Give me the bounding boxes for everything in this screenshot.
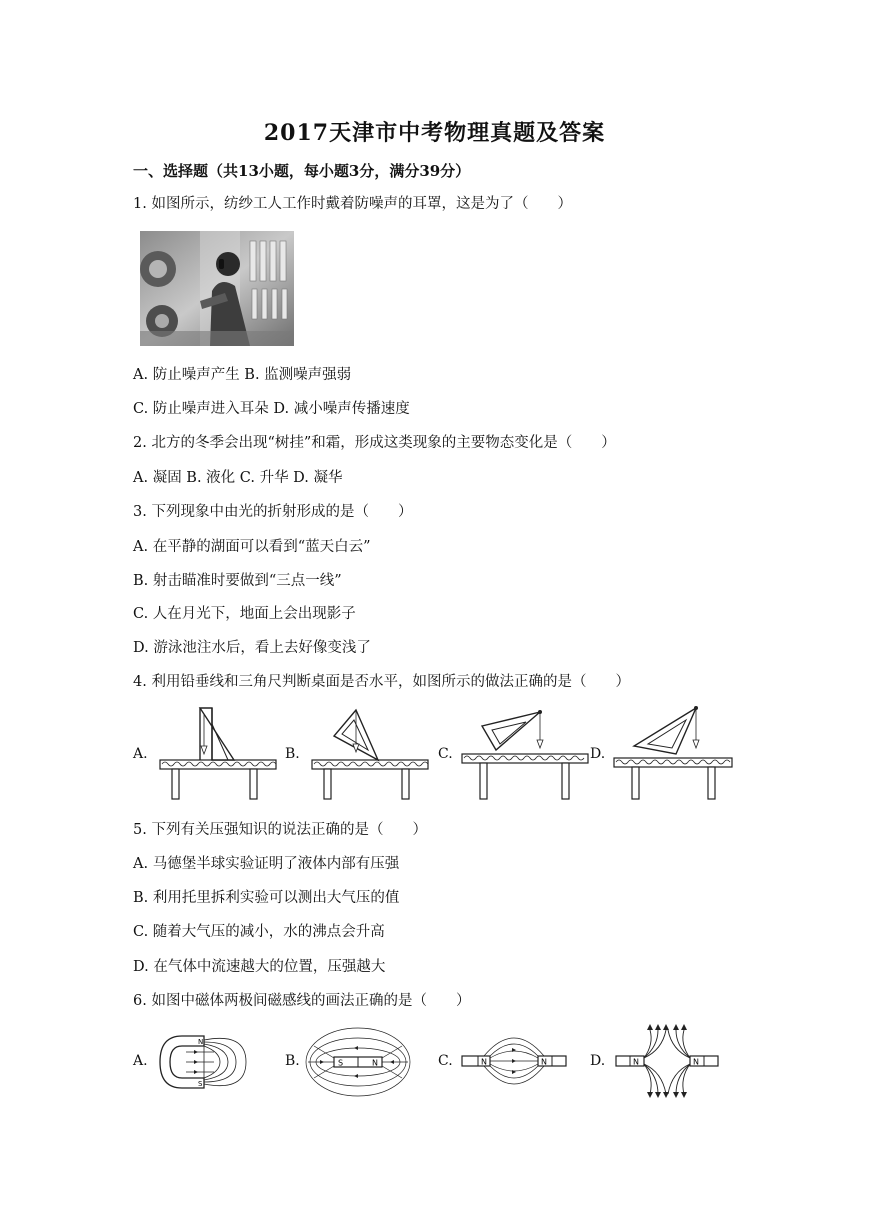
q4-figure-c	[460, 704, 590, 800]
q4-figure-d	[612, 704, 734, 800]
q5-option-d: D. 在气体中流速越大的位置，压强越大	[133, 959, 386, 975]
q3-option-b: B. 射击瞄准时要做到“三点一线”	[133, 573, 342, 589]
q2-options: A. 凝固 B. 液化 C. 升华 D. 凝华	[133, 470, 343, 486]
q6-c-pole-n-left: N	[481, 1057, 487, 1067]
q6-label-d: D.	[590, 1053, 606, 1069]
q4-stem: 4. 利用铅垂线和三角尺判断桌面是否水平，如图所示的做法正确的是（ ）	[133, 674, 630, 690]
q3-option-a: A. 在平静的湖面可以看到“蓝天白云”	[133, 539, 371, 555]
q1-options-cd: C. 防止噪声进入耳朵 D. 减小噪声传播速度	[133, 401, 410, 417]
q6-label-c: C.	[438, 1053, 453, 1069]
q6-label-a: A.	[133, 1053, 148, 1069]
q5-option-a: A. 马德堡半球实验证明了液体内部有压强	[133, 856, 400, 872]
q1-options-ab: A. 防止噪声产生 B. 监测噪声强弱	[133, 367, 352, 383]
q6-b-pole-n: N	[372, 1058, 378, 1068]
q4-figure-b	[310, 704, 430, 800]
q3-option-c: C. 人在月光下，地面上会出现影子	[133, 606, 356, 622]
q3-stem: 3. 下列现象中由光的折射形成的是（ ）	[133, 504, 413, 520]
q4-label-d: D.	[590, 746, 606, 762]
q6-label-b: B.	[285, 1053, 300, 1069]
q5-option-b: B. 利用托里拆利实验可以测出大气压的值	[133, 890, 400, 906]
q4-label-b: B.	[285, 746, 300, 762]
q1-stem: 1. 如图所示，纺纱工人工作时戴着防噪声的耳罩，这是为了（ ）	[133, 196, 572, 212]
q2-stem: 2. 北方的冬季会出现“树挂”和霜，形成这类现象的主要物态变化是（ ）	[133, 435, 616, 451]
q6-c-pole-n-right: N	[541, 1057, 547, 1067]
q6-a-pole-s: S	[198, 1080, 203, 1088]
q6-figure-a-u-magnet	[156, 1022, 248, 1102]
q6-d-pole-n-right: N	[693, 1057, 699, 1067]
q6-stem: 6. 如图中磁体两极间磁感线的画法正确的是（ ）	[133, 993, 471, 1009]
q6-a-pole-n: N	[198, 1038, 204, 1046]
q4-label-a: A.	[133, 746, 148, 762]
q5-stem: 5. 下列有关压强知识的说法正确的是（ ）	[133, 822, 427, 838]
q6-b-pole-s: S	[338, 1058, 344, 1068]
q3-option-d: D. 游泳池注水后，看上去好像变浅了	[133, 640, 371, 656]
q6-figure-d-two-magnets	[614, 1024, 720, 1098]
q5-option-c: C. 随着大气压的减小，水的沸点会升高	[133, 924, 385, 940]
section-heading: 一、选择题（共13小题，每小题3分，满分39分）	[133, 162, 471, 180]
q1-photo-factory-worker	[140, 231, 294, 346]
q4-label-c: C.	[438, 746, 453, 762]
q6-figure-b-bar-magnet	[306, 1022, 410, 1102]
q6-d-pole-n-left: N	[633, 1057, 639, 1067]
q6-figure-c-two-magnets	[460, 1026, 568, 1096]
document-title: 2017天津市中考物理真题及答案	[263, 120, 606, 146]
q4-figure-a	[158, 704, 278, 800]
